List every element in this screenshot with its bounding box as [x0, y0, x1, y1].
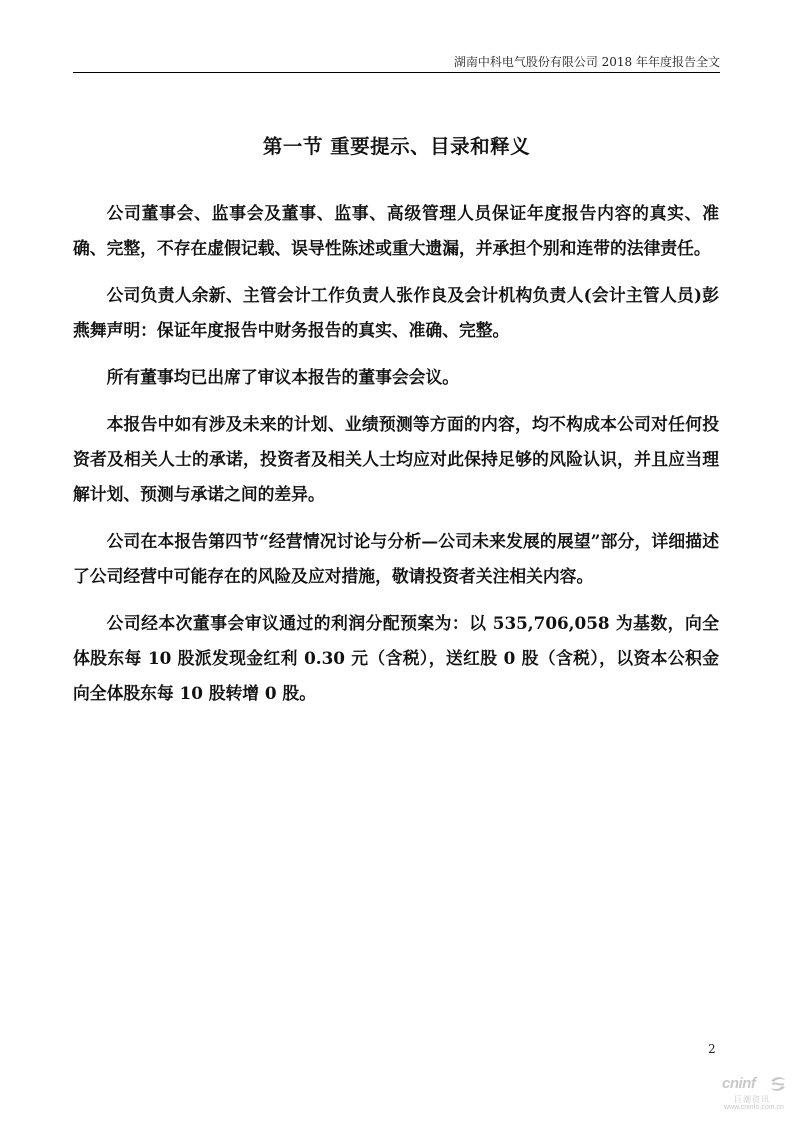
page-header: 湖南中科电气股份有限公司 2018 年年度报告全文	[453, 55, 720, 69]
page-number: 2	[708, 1042, 716, 1056]
paragraph-board-guarantee: 公司董事会、监事会及董事、监事、高级管理人员保证年度报告内容的真实、准确、完整，不存在虚假记载、误导性陈述或重大遗漏，并承担个别和连带的法律责任。	[73, 203, 719, 258]
paragraph-officer-statement: 公司负责人余新、主管会计工作负责人张作良及会计机构负责人(会计主管人员)彭燕舞声明：保证年度报告中财务报告的真实、准确、完整。	[73, 285, 719, 340]
paragraph-risk-notice: 公司在本报告第四节“经营情况讨论与分析—公司未来发展的展望”部分，详细描述了公司经营中可能存在的风险及应对措施，敬请投资者关注相关内容。	[73, 531, 719, 586]
paragraph-forward-looking: 本报告中如有涉及未来的计划、业绩预测等方面的内容，均不构成本公司对任何投资者及相关人士的承诺，投资者及相关人士均应对此保持足够的风险认识，并且应当理解计划、预测与承诺之间的差异。	[73, 414, 719, 504]
document-body	[73, 196, 719, 723]
header-divider	[73, 72, 720, 73]
watermark-chinese-name: 巨潮资讯	[734, 1095, 770, 1104]
watermark-logo-text: cninf	[722, 1075, 756, 1092]
paragraph-profit-distribution: 公司经本次董事会审议通过的利润分配预案为：以 535,706,058 为基数，向全体股东每 10 股派发现金红利 0.30 元（含税），送红股 0 股（含税），以资本公积金向全体股东每 10 股转增 0 股。	[73, 613, 719, 703]
cninfo-swirl-icon	[769, 1076, 787, 1092]
cninfo-watermark	[722, 1075, 788, 1115]
watermark-url: www.cninfo.com.cn	[724, 1104, 784, 1111]
section-title: 第一节 重要提示、目录和释义	[262, 135, 531, 158]
paragraph-attendance: 所有董事均已出席了审议本报告的董事会会议。	[106, 367, 460, 387]
